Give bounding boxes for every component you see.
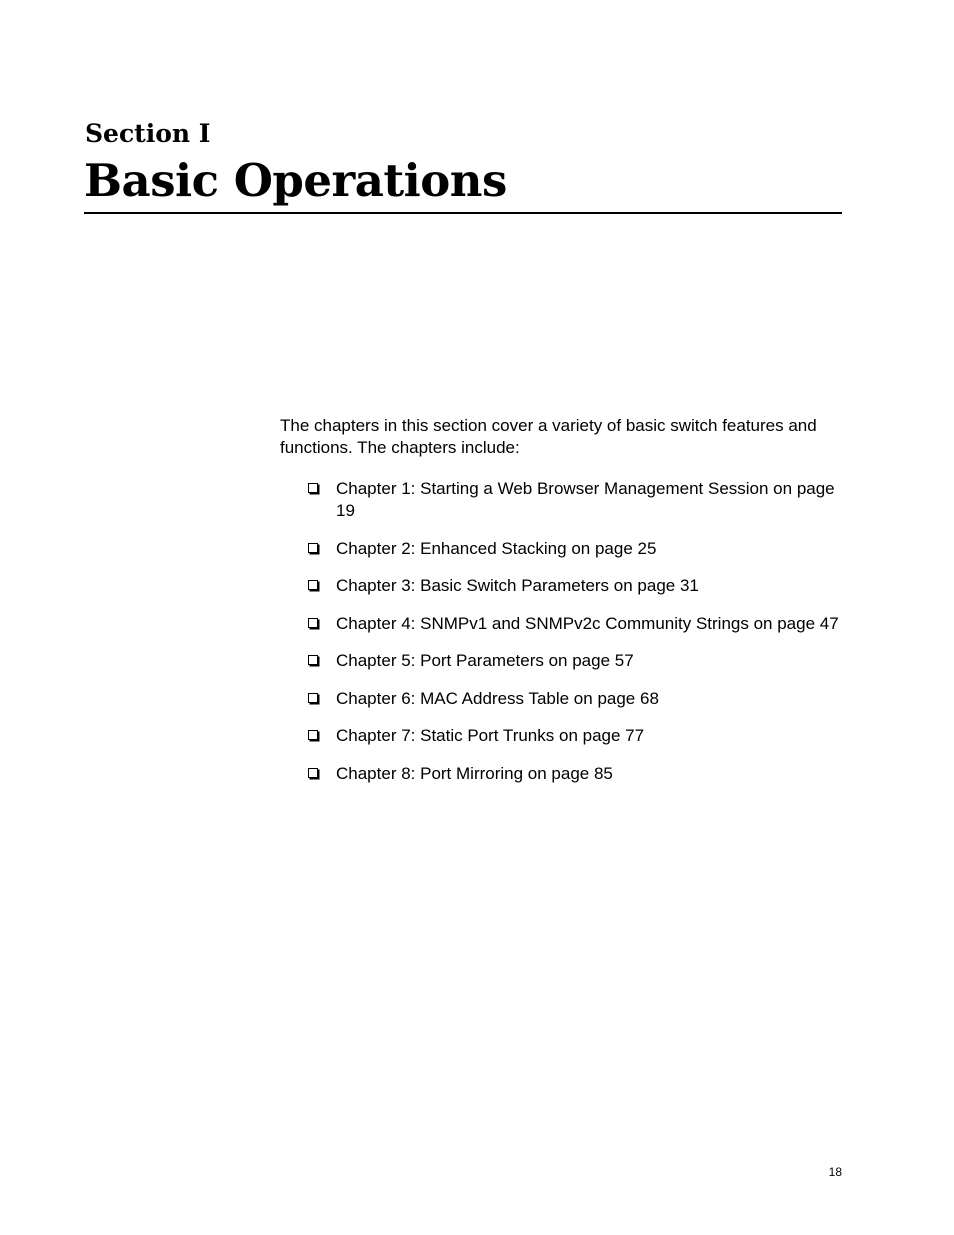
checkbox-bullet-icon: [308, 730, 318, 740]
checkbox-bullet-icon: [308, 543, 318, 553]
checkbox-bullet-icon: [308, 693, 318, 703]
checkbox-bullet-icon: [308, 580, 318, 590]
checkbox-bullet-icon: [308, 655, 318, 665]
chapter-link[interactable]: Chapter 3: Basic Switch Parameters on page 31: [336, 576, 699, 595]
chapter-link[interactable]: Chapter 8: Port Mirroring on page 85: [336, 763, 613, 783]
page-title: Basic Operations: [84, 154, 507, 207]
chapter-link[interactable]: Chapter 1: Starting a Web Browser Management Session on page 19: [336, 479, 835, 520]
chapter-link[interactable]: Chapter 6: MAC Address Table on page 68: [336, 688, 659, 708]
chapter-list: [308, 478, 848, 800]
checkbox-bullet-icon: [308, 768, 318, 778]
chapter-link[interactable]: Chapter 2: Enhanced Stacking on page 25: [336, 538, 657, 558]
chapter-list-item: [308, 575, 848, 597]
checkbox-bullet-icon: [308, 483, 318, 493]
chapter-list-item: [308, 650, 848, 672]
chapter-link[interactable]: Chapter 5: Port Parameters on page 57: [336, 651, 634, 670]
chapter-list-item: [308, 478, 848, 522]
chapter-list-item: [308, 725, 848, 747]
page-number: 18: [828, 1165, 842, 1179]
intro-paragraph: The chapters in this section cover a variety of basic switch features and functions. The chapters include:: [280, 416, 817, 457]
title-rule: [84, 212, 842, 214]
chapter-list-item: [308, 613, 848, 635]
chapter-list-item: [308, 538, 848, 560]
chapter-link[interactable]: Chapter 4: SNMPv1 and SNMPv2c Community Strings on page 47: [336, 613, 839, 633]
checkbox-bullet-icon: [308, 618, 318, 628]
section-label: Section I: [85, 119, 211, 148]
chapter-list-item: [308, 763, 848, 785]
chapter-link[interactable]: Chapter 7: Static Port Trunks on page 77: [336, 726, 645, 745]
chapter-list-item: [308, 688, 848, 710]
